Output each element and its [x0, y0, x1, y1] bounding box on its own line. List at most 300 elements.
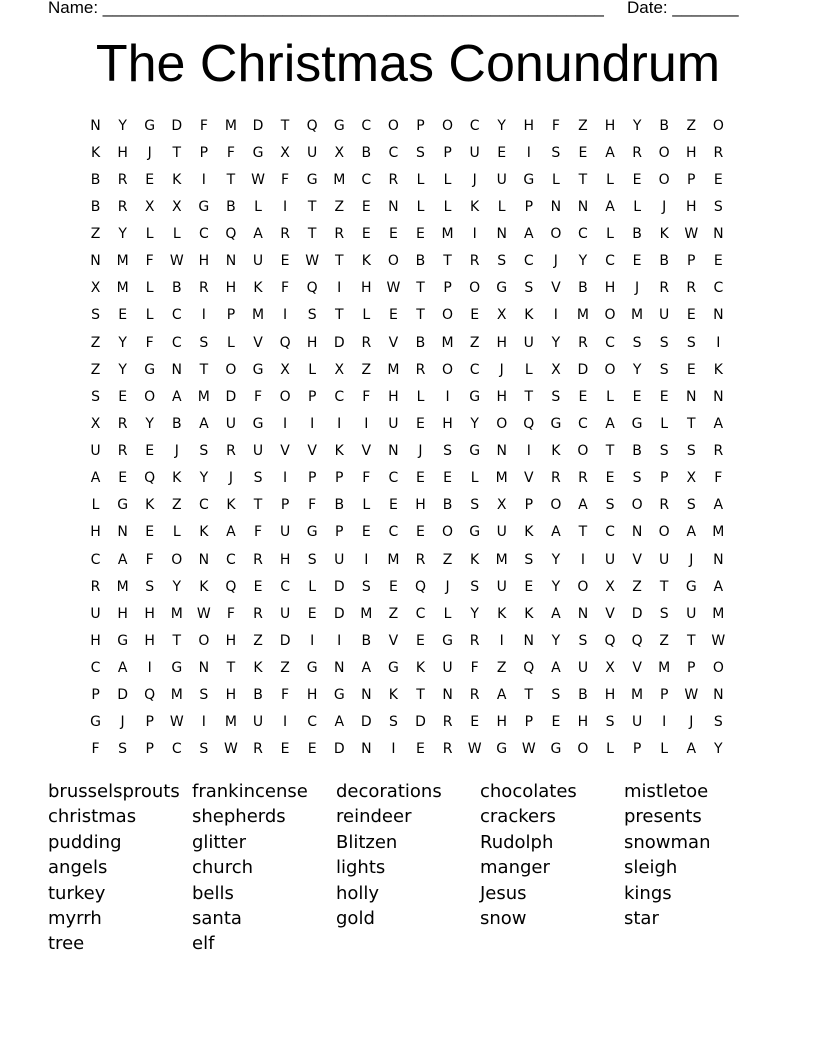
grid-letter: S: [686, 497, 696, 514]
grid-letter: O: [631, 497, 643, 514]
grid-letter: N: [713, 687, 724, 704]
grid-letter: N: [198, 660, 210, 677]
grid-letter: Y: [551, 551, 561, 568]
grid-letter: E: [470, 714, 480, 731]
word-list-item: glitter: [192, 831, 247, 853]
grid-letter: S: [551, 388, 561, 405]
grid-letter: N: [577, 605, 589, 622]
grid-letter: J: [472, 171, 477, 188]
grid-row: [82, 248, 732, 275]
grid-letter: O: [604, 361, 616, 378]
grid-letter: R: [632, 144, 642, 161]
grid-letter: J: [228, 470, 233, 487]
grid-letter: O: [712, 117, 724, 134]
grid-letter: H: [604, 117, 616, 134]
grid-letter: D: [252, 117, 264, 134]
grid-letter: L: [416, 171, 425, 188]
grid-letter: W: [196, 605, 211, 622]
word-list-item: tree: [48, 933, 85, 955]
grid-letter: Q: [225, 578, 237, 595]
grid-letter: Q: [279, 334, 291, 351]
grid-letter: E: [416, 470, 425, 487]
grid-letter: F: [281, 687, 290, 704]
grid-letter: X: [496, 497, 507, 514]
grid-letter: H: [225, 687, 237, 704]
grid-letter: G: [171, 660, 183, 677]
grid-letter: R: [659, 280, 670, 297]
word-list-item: santa: [192, 908, 242, 930]
grid-letter: F: [253, 524, 263, 541]
grid-letter: W: [684, 226, 699, 243]
grid-letter: M: [224, 714, 237, 731]
grid-letter: U: [577, 660, 589, 677]
grid-letter: I: [364, 551, 369, 568]
grid-letter: X: [496, 307, 507, 324]
grid-letter: L: [145, 280, 154, 297]
grid-letter: E: [578, 388, 588, 405]
grid-letter: D: [171, 117, 183, 134]
grid-letter: H: [496, 714, 507, 731]
grid-letter: W: [224, 741, 238, 758]
grid-letter: P: [335, 524, 344, 541]
grid-letter: O: [442, 307, 454, 324]
grid-letter: M: [251, 307, 265, 324]
grid-letter: H: [117, 605, 128, 622]
grid-letter: P: [307, 470, 317, 487]
grid-letter: L: [443, 605, 452, 622]
grid-letter: T: [443, 253, 452, 270]
grid-letter: F: [199, 117, 208, 134]
grid-letter: J: [147, 144, 152, 161]
grid-letter: E: [118, 307, 128, 324]
grid-letter: T: [307, 226, 317, 243]
grid-letter: T: [578, 171, 588, 188]
grid-letter: P: [659, 470, 669, 487]
grid-letter: Z: [334, 198, 345, 215]
grid-row: [82, 600, 732, 627]
grid-letter: L: [606, 741, 614, 758]
grid-letter: N: [550, 198, 562, 215]
grid-letter: F: [281, 280, 290, 297]
grid-letter: M: [441, 334, 454, 351]
grid-letter: F: [91, 741, 100, 758]
grid-letter: X: [171, 198, 182, 215]
grid-letter: C: [578, 415, 588, 432]
grid-letter: O: [144, 388, 156, 405]
grid-letter: C: [334, 388, 345, 405]
grid-letter: E: [686, 307, 696, 324]
grid-letter: Z: [171, 497, 182, 514]
grid-letter: L: [551, 171, 560, 188]
grid-letter: S: [659, 334, 669, 351]
grid-letter: R: [388, 171, 399, 188]
grid-letter: Y: [145, 415, 154, 432]
grid-letter: G: [144, 117, 156, 134]
grid-letter: G: [496, 741, 508, 758]
grid-letter: P: [524, 198, 534, 215]
grid-letter: O: [658, 144, 670, 161]
grid-letter: U: [252, 443, 264, 460]
grid-letter: T: [686, 632, 696, 649]
grid-letter: L: [470, 470, 479, 487]
grid-letter: Z: [659, 632, 669, 649]
grid-letter: R: [117, 443, 128, 460]
grid-letter: E: [524, 578, 534, 595]
grid-letter: G: [252, 361, 264, 378]
grid-letter: K: [253, 280, 263, 297]
grid-letter: N: [225, 253, 237, 270]
grid-letter: C: [171, 741, 182, 758]
grid-letter: H: [604, 687, 616, 704]
grid-letter: N: [496, 226, 507, 243]
grid-row: [82, 519, 732, 546]
grid-letter: H: [523, 117, 535, 134]
grid-letter: O: [712, 660, 724, 677]
grid-letter: D: [360, 714, 372, 731]
grid-letter: E: [632, 388, 642, 405]
grid-letter: B: [415, 253, 426, 270]
grid-letter: M: [360, 605, 373, 622]
grid-letter: W: [169, 714, 184, 731]
grid-letter: N: [388, 198, 399, 215]
grid-letter: A: [551, 605, 561, 622]
grid-letter: E: [388, 578, 398, 595]
grid-letter: Z: [90, 334, 101, 351]
grid-letter: A: [686, 741, 697, 758]
grid-letter: E: [578, 144, 588, 161]
grid-letter: I: [310, 415, 315, 432]
grid-letter: J: [689, 714, 694, 731]
grid-letter: R: [578, 334, 588, 351]
grid-letter: S: [199, 334, 209, 351]
grid-letter: R: [551, 470, 561, 487]
grid-letter: H: [90, 524, 101, 541]
grid-letter: R: [361, 334, 372, 351]
grid-letter: T: [226, 171, 236, 188]
grid-letter: S: [686, 443, 696, 460]
grid-letter: I: [337, 280, 342, 297]
word-list-item: holly: [336, 882, 380, 904]
grid-letter: K: [172, 470, 182, 487]
grid-letter: P: [335, 470, 344, 487]
grid-letter: I: [526, 443, 531, 460]
grid-letter: I: [716, 334, 721, 351]
grid-letter: R: [469, 632, 480, 649]
grid-letter: V: [280, 443, 290, 460]
grid-letter: Z: [442, 551, 453, 568]
grid-letter: B: [171, 415, 182, 432]
grid-letter: L: [362, 497, 371, 514]
grid-letter: S: [551, 687, 561, 704]
grid-letter: Z: [253, 632, 263, 649]
word-list-item: elf: [192, 933, 215, 955]
grid-letter: G: [550, 415, 562, 432]
grid-letter: T: [416, 307, 425, 324]
word-list-item: kings: [624, 882, 672, 904]
grid-row: [82, 438, 732, 465]
grid-row: [82, 736, 732, 763]
grid-letter: T: [524, 388, 534, 405]
grid-letter: M: [224, 117, 237, 134]
grid-row: [82, 682, 732, 709]
grid-letter: G: [631, 415, 643, 432]
grid-letter: C: [605, 334, 615, 351]
grid-letter: C: [307, 714, 318, 731]
grid-letter: O: [496, 415, 508, 432]
grid-letter: A: [713, 578, 724, 595]
grid-letter: S: [659, 361, 669, 378]
grid-letter: N: [442, 687, 453, 704]
grid-letter: C: [361, 171, 372, 188]
grid-letter: I: [201, 714, 206, 731]
grid-letter: I: [391, 741, 396, 758]
grid-row: [82, 383, 732, 410]
grid-letter: U: [469, 144, 480, 161]
grid-letter: L: [660, 415, 669, 432]
grid-row: [82, 410, 732, 437]
grid-letter: Y: [118, 226, 127, 243]
grid-letter: C: [90, 660, 101, 677]
grid-row: [82, 221, 732, 248]
grid-letter: P: [687, 660, 696, 677]
grid-letter: R: [578, 470, 588, 487]
grid-letter: N: [117, 524, 128, 541]
grid-letter: Y: [632, 361, 642, 378]
grid-row: [82, 356, 732, 383]
grid-letter: P: [443, 144, 452, 161]
grid-letter: F: [308, 497, 317, 514]
grid-letter: P: [659, 687, 669, 704]
grid-letter: O: [469, 280, 481, 297]
grid-letter: V: [253, 334, 263, 351]
grid-letter: J: [553, 253, 558, 270]
grid-letter: G: [469, 388, 481, 405]
grid-letter: Q: [144, 687, 156, 704]
grid-letter: T: [659, 578, 669, 595]
grid-letter: K: [388, 687, 398, 704]
grid-letter: Q: [631, 632, 643, 649]
grid-letter: E: [388, 497, 398, 514]
grid-letter: A: [524, 226, 534, 243]
grid-letter: K: [524, 605, 534, 622]
grid-letter: D: [577, 361, 589, 378]
grid-letter: X: [90, 280, 101, 297]
grid-letter: P: [687, 253, 696, 270]
grid-letter: Q: [144, 470, 156, 487]
grid-letter: D: [631, 605, 643, 622]
grid-letter: Y: [551, 334, 561, 351]
grid-letter: V: [388, 632, 399, 649]
grid-letter: R: [469, 687, 480, 704]
grid-letter: O: [577, 741, 589, 758]
grid-letter: A: [496, 687, 507, 704]
grid-row: [82, 655, 732, 682]
grid-letter: S: [659, 605, 669, 622]
grid-letter: X: [605, 660, 615, 677]
grid-letter: W: [251, 171, 265, 188]
grid-letter: I: [580, 551, 586, 568]
grid-letter: F: [226, 144, 235, 161]
grid-letter: K: [90, 144, 101, 161]
grid-letter: S: [713, 714, 723, 731]
word-list-item: chocolates: [480, 781, 577, 802]
grid-letter: L: [416, 388, 425, 405]
grid-letter: R: [253, 741, 263, 758]
grid-letter: H: [415, 497, 426, 514]
word-list: [48, 779, 768, 957]
grid-letter: A: [713, 497, 724, 514]
grid-letter: O: [550, 497, 562, 514]
grid-letter: F: [226, 605, 235, 622]
grid-letter: K: [253, 660, 263, 677]
grid-letter: U: [334, 551, 345, 568]
grid-letter: I: [201, 307, 206, 324]
grid-letter: N: [361, 741, 372, 758]
grid-letter: L: [443, 171, 452, 188]
word-list-item: presents: [624, 806, 702, 828]
grid-letter: J: [120, 714, 125, 731]
grid-letter: Y: [118, 361, 127, 378]
grid-letter: O: [198, 632, 210, 649]
grid-letter: D: [279, 632, 291, 649]
grid-letter: G: [523, 171, 535, 188]
grid-letter: L: [145, 226, 154, 243]
grid-letter: T: [334, 307, 344, 324]
grid-letter: F: [253, 388, 263, 405]
grid-letter: B: [578, 687, 588, 704]
grid-letter: S: [199, 741, 209, 758]
grid-letter: E: [388, 226, 398, 243]
word-list-item: frankincense: [192, 781, 308, 802]
grid-letter: C: [171, 307, 182, 324]
grid-letter: Q: [414, 578, 426, 595]
grid-letter: H: [225, 632, 237, 649]
grid-letter: M: [116, 280, 129, 297]
grid-letter: A: [605, 198, 615, 215]
grid-letter: K: [713, 361, 723, 378]
grid-letter: S: [307, 551, 317, 568]
grid-letter: Q: [306, 280, 318, 297]
grid-letter: S: [659, 443, 669, 460]
grid-letter: A: [334, 714, 345, 731]
grid-letter: G: [333, 687, 345, 704]
grid-letter: L: [606, 226, 614, 243]
grid-row: [82, 627, 732, 654]
grid-letter: S: [307, 307, 317, 324]
grid-letter: F: [551, 117, 560, 134]
grid-letter: K: [524, 524, 534, 541]
grid-row: [82, 465, 732, 492]
grid-letter: V: [551, 280, 561, 297]
grid-letter: A: [551, 524, 561, 541]
grid-letter: R: [686, 280, 697, 297]
grid-letter: G: [252, 144, 264, 161]
grid-letter: Y: [172, 578, 182, 595]
grid-letter: K: [659, 226, 669, 243]
grid-letter: D: [117, 687, 128, 704]
grid-letter: J: [662, 198, 667, 215]
grid-letter: S: [632, 470, 642, 487]
grid-letter: A: [713, 415, 724, 432]
grid-letter: O: [442, 524, 454, 541]
grid-letter: F: [362, 470, 371, 487]
grid-letter: L: [91, 497, 100, 514]
grid-letter: V: [388, 334, 399, 351]
grid-letter: G: [306, 660, 318, 677]
grid-letter: S: [605, 497, 615, 514]
grid-letter: X: [280, 361, 290, 378]
grid-letter: C: [605, 253, 615, 270]
grid-letter: B: [361, 144, 372, 161]
grid-letter: C: [578, 226, 588, 243]
grid-letter: H: [306, 687, 318, 704]
grid-letter: L: [172, 524, 181, 541]
grid-letter: Y: [551, 578, 561, 595]
grid-letter: Z: [496, 660, 507, 677]
grid-letter: E: [416, 741, 425, 758]
grid-letter: M: [170, 605, 183, 622]
grid-letter: R: [659, 497, 670, 514]
grid-letter: E: [388, 307, 398, 324]
grid-letter: M: [631, 687, 644, 704]
grid-letter: B: [171, 280, 182, 297]
grid-letter: F: [145, 253, 154, 270]
grid-letter: X: [334, 361, 345, 378]
grid-letter: C: [388, 524, 399, 541]
grid-letter: D: [333, 605, 345, 622]
grid-letter: O: [658, 524, 670, 541]
word-list-item: christmas: [48, 806, 137, 828]
grid-letter: M: [197, 388, 210, 405]
grid-letter: H: [144, 632, 155, 649]
grid-letter: V: [361, 443, 372, 460]
grid-letter: S: [91, 307, 100, 324]
grid-letter: O: [171, 551, 183, 568]
grid-letter: B: [415, 334, 426, 351]
grid-letter: N: [334, 660, 345, 677]
grid-letter: E: [632, 253, 642, 270]
grid-letter: A: [605, 144, 615, 161]
word-list-item: myrrh: [48, 908, 102, 930]
grid-letter: Q: [225, 226, 237, 243]
grid-letter: I: [526, 144, 531, 161]
grid-letter: F: [362, 388, 371, 405]
grid-letter: G: [252, 415, 264, 432]
grid-letter: Z: [632, 578, 642, 595]
grid-letter: X: [334, 144, 345, 161]
grid-letter: E: [118, 388, 128, 405]
grid-letter: L: [524, 361, 533, 378]
grid-letter: S: [632, 334, 642, 351]
grid-letter: W: [521, 741, 536, 758]
grid-letter: S: [497, 253, 507, 270]
word-list-item: brusselsprouts: [48, 781, 180, 802]
grid-letter: Z: [280, 660, 290, 677]
grid-letter: N: [713, 307, 724, 324]
grid-letter: C: [415, 605, 426, 622]
grid-letter: U: [659, 551, 670, 568]
grid-letter: L: [443, 198, 452, 215]
grid-letter: T: [416, 280, 425, 297]
grid-letter: U: [90, 443, 101, 460]
grid-letter: O: [658, 171, 670, 188]
grid-letter: U: [496, 171, 507, 188]
word-list-item: Blitzen: [336, 831, 398, 853]
grid-letter: I: [283, 307, 288, 324]
grid-letter: E: [145, 443, 155, 460]
grid-letter: L: [362, 307, 371, 324]
grid-letter: S: [443, 443, 452, 460]
